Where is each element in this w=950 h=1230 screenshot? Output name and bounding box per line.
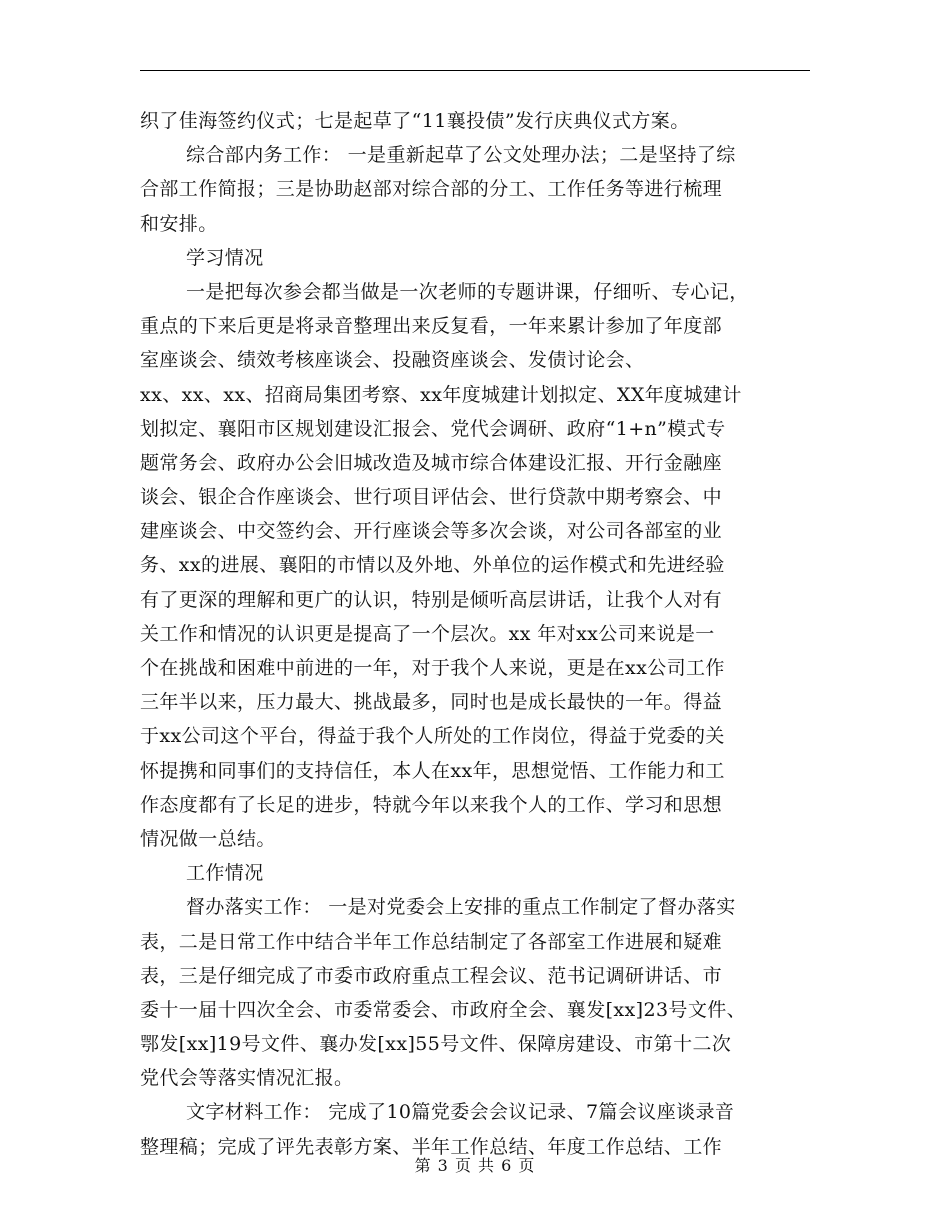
text-line: 关工作和情况的认识更是提高了一个层次。xx 年对xx公司来说是一 — [140, 622, 715, 645]
text-line: 综合部内务工作： 一是重新起草了公文处理办法；二是坚持了综 — [186, 144, 736, 167]
text-line: 三年半以来，压力最大、挑战最多，同时也是成长最快的一年。得益 — [140, 691, 723, 714]
text-line: 有了更深的理解和更广的认识，特别是倾听高层讲话，让我个人对有 — [140, 588, 723, 611]
text-line: 务、xx的进展、襄阳的市情以及外地、外单位的运作模式和先进经验 — [140, 554, 725, 577]
text-line: 建座谈会、中交签约会、开行座谈会等多次会谈，对公司各部室的业 — [140, 520, 723, 543]
text-line: 督办落实工作： 一是对党委会上安排的重点工作制定了督办落实 — [186, 896, 736, 919]
text-line: 题常务会、政府办公会旧城改造及城市综合体建设汇报、开行金融座 — [140, 451, 723, 474]
text-line: 表，二是日常工作中结合半年工作总结制定了各部室工作进展和疑难 — [140, 930, 723, 953]
text-line: 情况做一总结。 — [140, 827, 276, 850]
text-line: 怀提携和同事们的支持信任，本人在xx年，思想觉悟、工作能力和工 — [140, 759, 725, 782]
text-line: 室座谈会、绩效考核座谈会、投融资座谈会、发债讨论会、 — [140, 349, 645, 372]
text-line: xx、xx、xx、招商局集团考察、xx年度城建计划拟定、XX年度城建计 — [140, 383, 742, 406]
text-line: 党代会等落实情况汇报。 — [140, 1067, 354, 1090]
text-line: 谈会、银企合作座谈会、世行项目评估会、世行贷款中期考察会、中 — [140, 486, 723, 509]
text-line: 合部工作简报；三是协助赵部对综合部的分工、工作任务等进行梳理 — [140, 178, 723, 201]
section-heading: 工作情况 — [186, 862, 264, 885]
text-line: 鄂发[xx]19号文件、襄办发[xx]55号文件、保障房建设、市第十二次 — [140, 1033, 732, 1056]
text-line: 整理稿；完成了评先表彰方案、半年工作总结、年度工作总结、工作 — [140, 1135, 723, 1158]
header-rule — [140, 70, 810, 71]
text-line: 一是把每次参会都当做是一次老师的专题讲课，仔细听、专心记， — [186, 280, 749, 303]
document-body — [140, 104, 816, 1164]
text-line: 于xx公司这个平台，得益于我个人所处的工作岗位，得益于党委的关 — [140, 725, 725, 748]
text-line: 个在挑战和困难中前进的一年，对于我个人来说，更是在xx公司工作 — [140, 657, 725, 679]
text-line: 表，三是仔细完成了市委市政府重点工程会议、范书记调研讲话、市 — [140, 964, 723, 987]
text-line: 委十一届十四次全会、市委常委会、市政府全会、襄发[xx]23号文件、 — [140, 998, 747, 1021]
text-line: 和安排。 — [140, 212, 218, 235]
text-line: 织了佳海签约仪式；七是起草了“11襄投债”发行庆典仪式方案。 — [140, 110, 690, 132]
section-heading: 学习情况 — [186, 246, 264, 269]
text-line: 文字材料工作： 完成了10篇党委会会议记录、7篇会议座谈录音 — [186, 1101, 735, 1124]
text-line: 划拟定、襄阳市区规划建设汇报会、党代会调研、政府“1+n”模式专 — [140, 417, 726, 440]
text-line: 重点的下来后更是将录音整理出来反复看，一年来累计参加了年度部 — [140, 315, 723, 338]
text-line: 作态度都有了长足的进步，特就今年以来我个人的工作、学习和思想 — [140, 793, 723, 816]
page-number-footer: 第 3 页 共 6 页 — [414, 1156, 536, 1175]
